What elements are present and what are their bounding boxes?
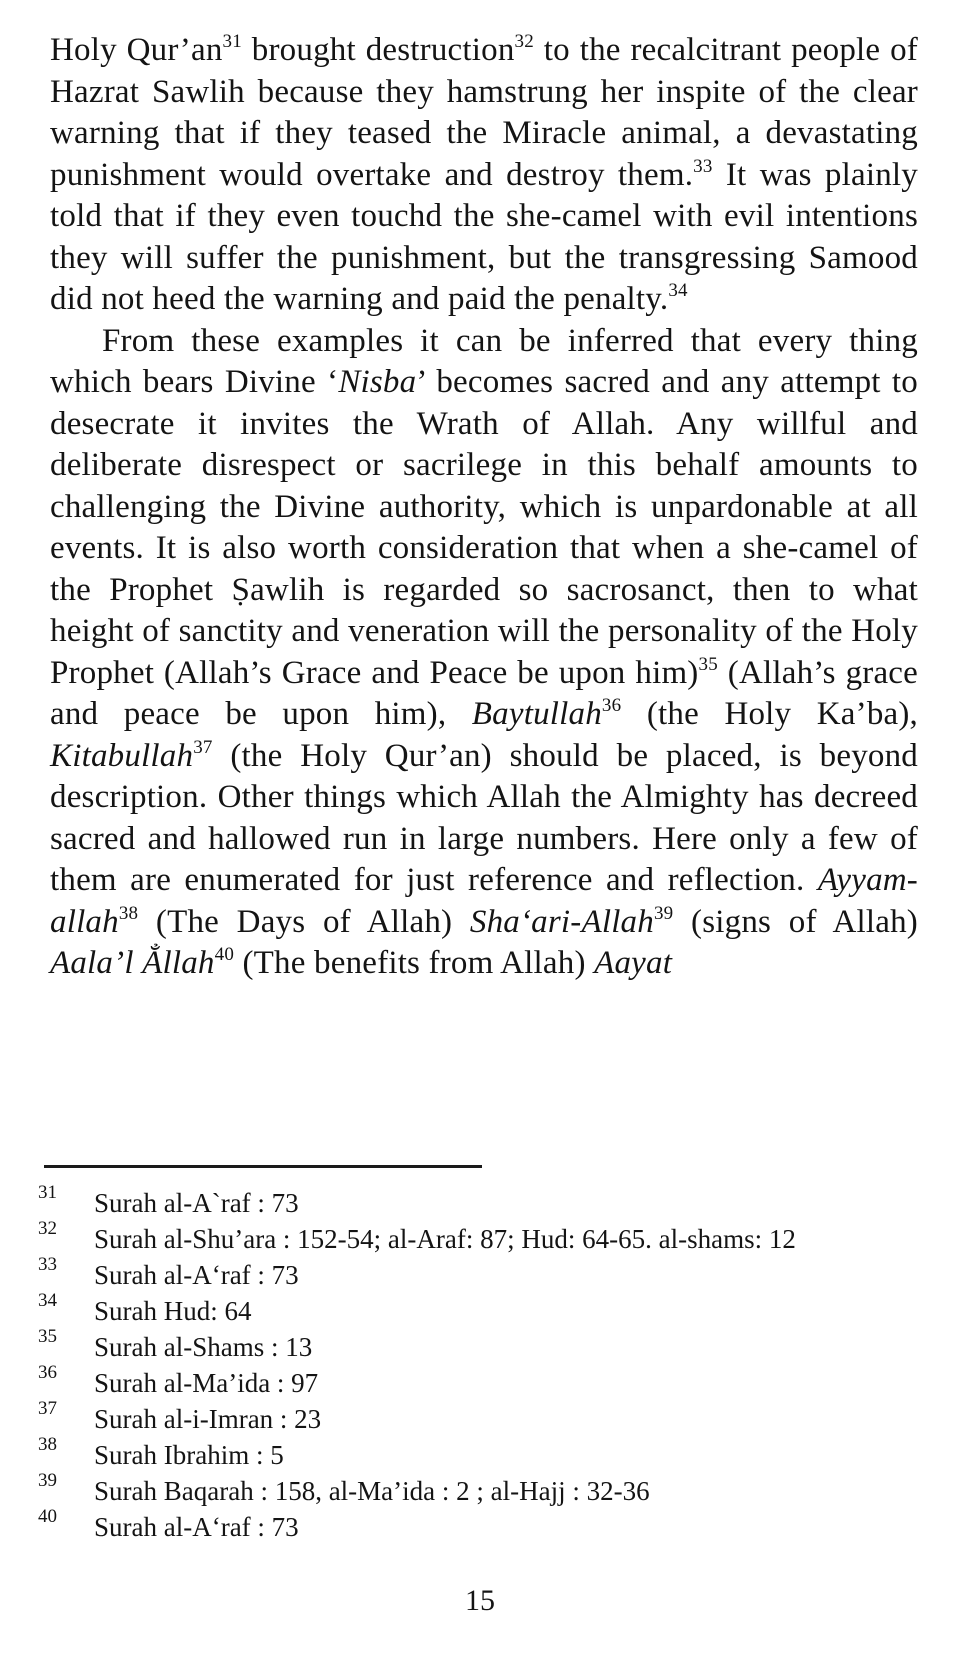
footnote-text: Surah al-A`raf : 73	[94, 1188, 299, 1218]
footnote-item	[38, 1218, 918, 1260]
text-run: to the recalcitrant people of Hazrat Sawlih because they hamstrung her inspite of the clear warning that if they teased the Miracle animal, a devastating punishment would overtake and destroy them.	[50, 32, 918, 193]
text-run: (the Holy Qur’an) should be placed, is beyond description. Other things which Allah the Almighty has decreed sacred and hallowed run in large numbers. Here only a few of them are enumerated for just reference and reflection.	[50, 737, 918, 898]
footnote-item	[38, 1434, 918, 1476]
footnote-item	[38, 1326, 918, 1368]
footnote-item	[38, 1290, 918, 1332]
text-run: (Allah’s grace and peace be upon him),	[50, 654, 918, 732]
footnote-ref-38: 38	[118, 902, 139, 924]
footnote-ref-35: 35	[698, 653, 718, 675]
footnote-ref-32: 32	[514, 31, 534, 52]
footnote-ref-31: 31	[222, 31, 242, 52]
footnote-number: 31	[38, 1182, 57, 1203]
footnote-text: Surah Hud: 64	[94, 1296, 252, 1326]
text-run: (signs of Allah)	[673, 903, 918, 940]
footnote-item	[38, 1254, 918, 1296]
footnote-item	[38, 1182, 918, 1224]
text-run: (The benefits from Allah)	[234, 945, 595, 981]
text-run: Holy Qur’an	[50, 32, 223, 68]
footnote-number: 39	[38, 1470, 57, 1491]
footnote-item	[38, 1506, 918, 1548]
footnote-item	[38, 1398, 918, 1440]
footnote-number: 36	[38, 1362, 57, 1383]
term-ayyamallah: Ayyam-allah	[50, 862, 918, 940]
term-nisba: Nisba	[338, 364, 417, 400]
footnote-number: 40	[38, 1506, 57, 1527]
footnote-text: Surah al-Shams : 13	[94, 1332, 313, 1362]
footnote-number: 33	[38, 1254, 57, 1275]
text-run: From these examples it can be inferred that every thing which bears Divine ‘	[50, 322, 918, 400]
term-aala-allah: Aala’l Ẳllah	[50, 945, 215, 981]
paragraph-2	[50, 321, 918, 985]
term-aayat: Aayat	[594, 945, 673, 981]
text-run: It was plainly told that if they even touchd the she-camel with evil intentions they will suffer the punishment, but the transgressing Samood did not heed the warning and paid the penalty.	[50, 156, 918, 317]
footnote-item	[38, 1470, 918, 1512]
text-run: (The Days of Allah)	[138, 903, 470, 940]
footnote-ref-36: 36	[601, 695, 622, 716]
footnote-ref-39: 39	[653, 902, 674, 924]
term-kitabullah: Kitabullah	[50, 737, 194, 774]
footnote-text: Surah Ibrahim : 5	[94, 1440, 284, 1470]
footnote-divider	[44, 1165, 482, 1168]
page-number: 15	[465, 1584, 495, 1617]
footnote-item	[38, 1362, 918, 1404]
footnote-ref-40: 40	[214, 944, 235, 965]
footnote-number: 35	[38, 1326, 57, 1347]
footnote-text: Surah al-i-Imran : 23	[94, 1404, 322, 1434]
footnote-number: 38	[38, 1434, 57, 1455]
footnote-number: 34	[38, 1290, 57, 1311]
main-text	[50, 30, 918, 985]
text-run: ’ becomes sacred and any attempt to desecrate it invites the Wrath of Allah. Any willful and deliberate disrespect or sacrilege in this behalf amounts to challenging the Divine authority, which is unpardonable at all events. It is also worth consideration that when a she-camel of the Prophet Ṣawlih is regarded so sacrosanct, then to what height of sanctity and veneration will the personality of the Holy Prophet (Allah’s Grace and Peace be upon him)	[50, 364, 918, 691]
footnote-ref-37: 37	[193, 736, 213, 758]
footnote-number: 32	[38, 1218, 57, 1239]
footnote-text: Surah al-Shu’ara : 152-54; al-Araf: 87; Hud: 64-65. al-shams: 12	[94, 1224, 796, 1254]
term-shaari-allah: Sha‘ari-Allah	[469, 903, 654, 940]
footnote-ref-34: 34	[668, 280, 688, 301]
footnotes-list	[38, 1182, 918, 1548]
text-run: brought destruction	[241, 32, 515, 68]
text-run: (the Holy Ka’ba),	[621, 696, 919, 732]
paragraph-1	[50, 30, 918, 321]
footnote-text: Surah al-A‘raf : 73	[94, 1512, 299, 1542]
term-baytullah: Baytullah	[471, 696, 602, 732]
footnote-text: Surah al-Ma’ida : 97	[94, 1368, 319, 1398]
footnote-number: 37	[38, 1398, 57, 1419]
footnote-text: Surah al-A‘raf : 73	[94, 1260, 299, 1290]
footnote-ref-33: 33	[693, 155, 713, 177]
footnote-text: Surah Baqarah : 158, al-Ma’ida : 2 ; al-Hajj : 32-36	[94, 1476, 650, 1506]
